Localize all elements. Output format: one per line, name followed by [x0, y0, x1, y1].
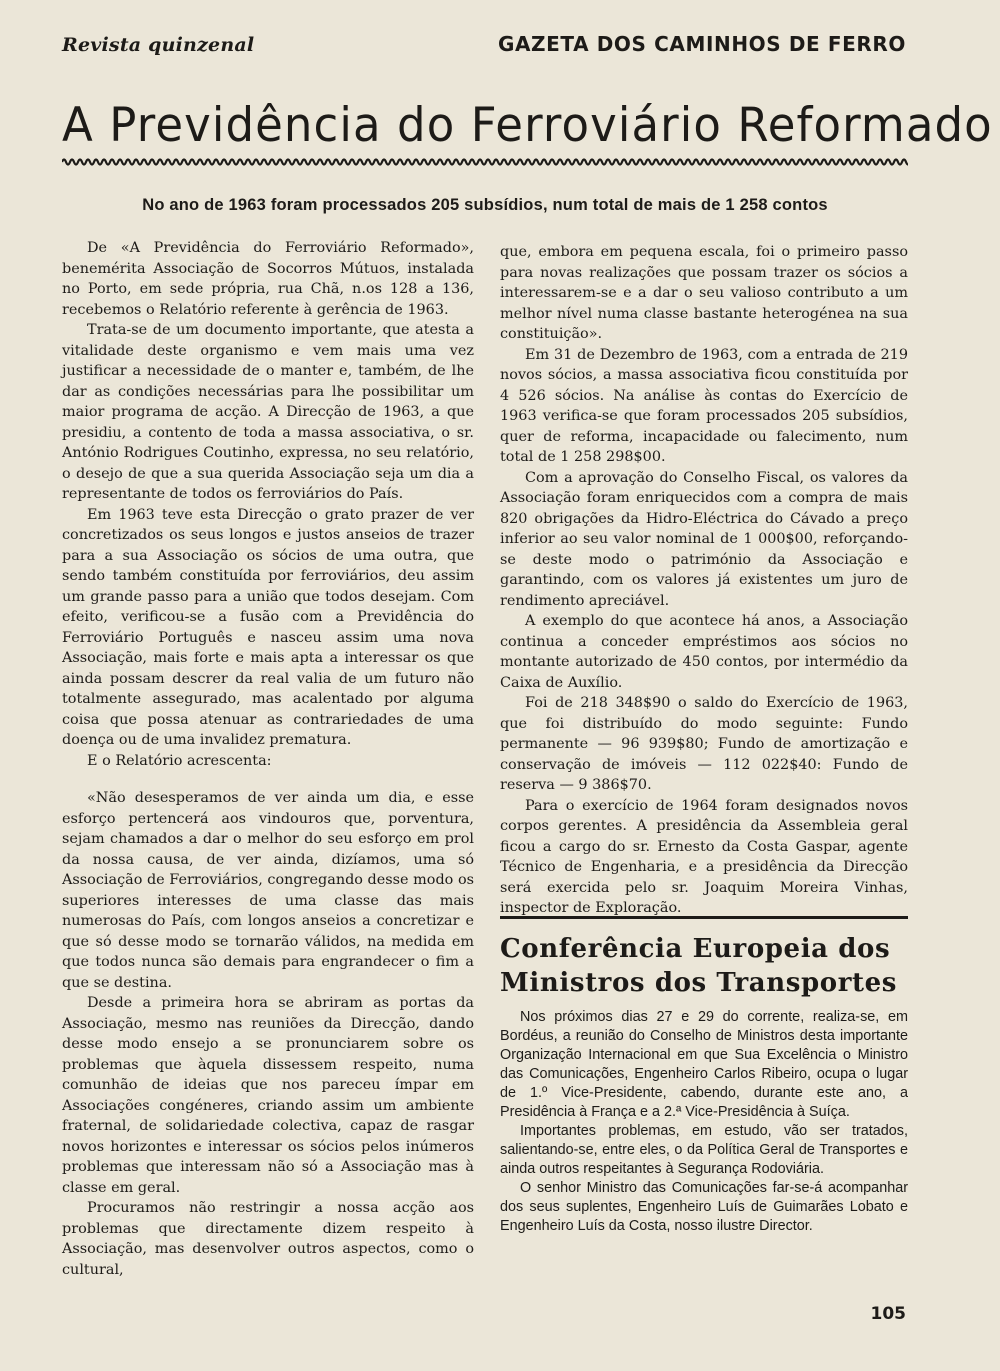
article-left-column: [62, 238, 474, 1280]
paragraph: Importantes problemas, em estudo, vão ser tratados, salientando-se, entre eles, o da Política Geral de Transportes e ainda outros respeitantes à Segurança Rodoviária.: [500, 1123, 908, 1177]
paragraph: Em 31 de Dezembro de 1963, com a entrada de 219 novos sócios, a massa associativa ficou constituída por 4 526 sócios. Na análise às contas do Exercício de 1963 verifica-se que foram processados 205 subsídios, quer de reforma, incapacidade ou falecimento, num total de 1 258 298$00.: [500, 346, 908, 465]
article-title: A Previdência do Ferroviário Reformado: [62, 96, 993, 153]
header-publication-type: Revista quinzenal: [62, 34, 255, 56]
paragraph: A exemplo do que acontece há anos, a Associação continua a conceder empréstimos aos sócios no montante autorizado de 450 contos, por intermédio da Caixa de Auxílio.: [500, 613, 908, 691]
paragraph: Em 1963 teve esta Direcção o grato prazer de ver concretizados os seus longos e justos anseios de trazer para a sua Associação os sócios de uma outra, que sendo também constituída por ferroviários, deu assim um grande passo para a união que todos desejam. Com efeito, verificou-se a fusão com a Previdência do Ferroviário Português e nasceu assim uma nova Associação, mais forte e mais apta a interessar os que ainda possam descrer da real valia de um futuro não totalmente assegurado, mas acalentado por alguma coisa que possa atenuar as contrariedades de uma doença ou de uma invalidez prematura.: [62, 506, 474, 748]
paragraph: que, embora em pequena escala, foi o primeiro passo para novas realizações que possam trazer os sócios a interessarem-se e a dar o seu valioso contributo a um melhor nível numa classe bastante heterogénea na sua constituição».: [500, 244, 908, 342]
paragraph: Procuramos não restringir a nossa acção aos problemas que directamente dizem respeito à Associação, mas desenvolver outros aspectos, como o cultural,: [62, 1200, 474, 1278]
header-magazine-name: GAZETA DOS CAMINHOS DE FERRO: [497, 32, 906, 56]
second-article-title-line: Ministros dos Transportes: [500, 968, 897, 998]
paragraph: Com a aprovação do Conselho Fiscal, os valores da Associação foram enriquecidos com a compra de mais 820 obrigações da Hidro-Eléctrica do Cávado a preço inferior ao seu valor nominal de 1 000$00, reforçando-se deste modo o património da Associação e garantindo, com os valores já existentes um juro de rendimento apreciável.: [500, 469, 908, 609]
paragraph: E o Relatório acrescenta:: [87, 752, 272, 769]
section-divider: [500, 916, 908, 919]
paragraph: Foi de 218 348$90 o saldo do Exercício de 1963, que foi distribuído do modo seguinte: Fundo permanente — 96 939$80; Fundo de amortização e conservação de imóveis — 112 022$40: Fundo de reserva — 9 386$70.: [500, 695, 908, 793]
second-article-title-line: Conferência Europeia dos: [500, 934, 891, 964]
paragraph: Para o exercício de 1964 foram designados novos corpos gerentes. A presidência da Assembleia geral ficou a cargo do sr. Ernesto da Costa Gaspar, agente Técnico de Engenharia, e a presidência da Direcção será exercida pelo sr. Joaquim Moreira Vinhas, inspector de Exploração.: [500, 797, 908, 916]
paragraph: Nos próximos dias 27 e 29 do corrente, realiza-se, em Bordéus, a reunião do Conselho de Ministros desta importante Organização Internacional em que Sua Excelência o Ministro das Comunicações, Engenheiro Carlos Ribeiro, ocupa o lugar de 1.º Vice-Presidente, cabendo, durante este ano, a Presidência à França e a 2.ª Vice-Presidência à Suíça.: [500, 1009, 908, 1120]
decorative-wave-rule: [62, 154, 908, 170]
paragraph: Desde a primeira hora se abriram as portas da Associação, mesmo nas reuniões da Direcção, dando desse modo ensejo a se pronunciarem sobre os problemas que àquela dissessem respeito, numa comunhão de ideias que nos pareceu ímpar em Associações congéneres, criando assim um ambiente fraternal, de solidariedade colectiva, capaz de rasgar novos horizontes e interessar os sócios pelos inúmeros problemas que interessam não só a Associação mas à classe em geral.: [62, 995, 474, 1196]
page-number: 105: [870, 1304, 906, 1324]
second-article-title: [500, 932, 908, 1000]
second-article-body: [500, 1008, 908, 1236]
article-subtitle: No ano de 1963 foram processados 205 subsídios, num total de mais de 1 258 contos: [142, 196, 828, 214]
paragraph: De «A Previdência do Ferroviário Reformado», benemérita Associação de Socorros Mútuos, instalada no Porto, em sede própria, rua Chã, n.os 128 a 136, recebemos o Relatório referente à gerência de 1963.: [62, 240, 474, 318]
paragraph: O senhor Ministro das Comunicações far-se-á acompanhar dos seus suplentes, Engenheiro Luís de Guimarães Lobato e Engenheiro Luís da Costa, nosso ilustre Director.: [500, 1180, 908, 1234]
paragraph: Trata-se de um documento importante, que atesta a vitalidade deste organismo e vem mais uma vez justificar a necessidade de o manter e, também, de lhe dar as condições necessárias para lhe possibilitar um maior programa de acção. A Direcção de 1963, a que presidiu, a contento de toda a massa associativa, o sr. António Rodrigues Coutinho, expressa, no seu relatório, o desejo de que a sua querida Associação seja um dia a representante de todos os ferroviários do País.: [62, 322, 474, 502]
quote-paragraph: «Não desesperamos de ver ainda um dia, e esse esforço pertencerá aos vindouros que, porventura, sejam chamados a dar o melhor do seu esforço em prol da nossa causa, de ver ainda, dizíamos, uma só Associação de Ferroviários, congregando desse modo os superiores interesses de uma classe das mais numerosas do País, com longos anseios a concretizar e que só desse modo se tornarão válidos, na medida em que todos nunca são demais para engrandecer o fim a que se destina.: [62, 790, 474, 991]
article-right-column: [500, 242, 908, 919]
